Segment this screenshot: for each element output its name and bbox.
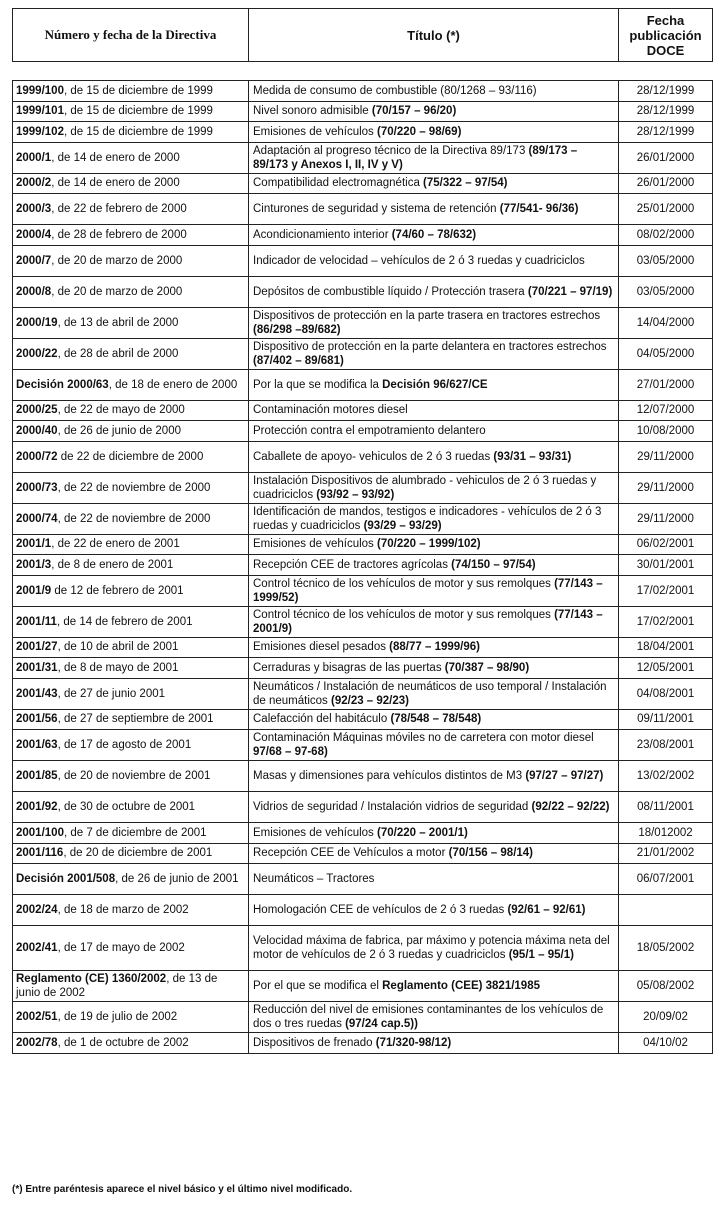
- header-date-line: DOCE: [646, 42, 685, 58]
- directive-id: Decisión 2001/508: [16, 873, 116, 885]
- directive-date-text: , de 8 de enero de 2001: [51, 558, 174, 571]
- directive-id: 2000/25: [16, 404, 58, 417]
- directive-title-cell: [249, 555, 619, 576]
- table-row: [13, 101, 713, 122]
- table-row: [13, 276, 713, 307]
- directive-number-cell: [13, 142, 249, 173]
- directive-number-cell: [13, 971, 249, 1002]
- directive-id: 2001/85: [16, 770, 58, 782]
- publication-date-cell: 06/07/2001: [619, 864, 713, 895]
- publication-date-cell: 17/02/2001: [619, 575, 713, 606]
- directive-id: 2001/1: [16, 538, 52, 551]
- table-row: [13, 421, 713, 442]
- table-row: [13, 637, 713, 658]
- directive-id: Reglamento (CE) 1360/2002: [16, 973, 167, 985]
- table-row: [13, 338, 713, 369]
- directive-date-text: , de 20 de marzo de 2000: [51, 285, 183, 298]
- directive-title-cell: [249, 678, 619, 709]
- directive-number-cell: [13, 400, 249, 421]
- directive-date-text: , de 18 de enero de 2000: [108, 378, 238, 391]
- directive-id: 2000/8: [16, 285, 52, 298]
- directive-id: 1999/102: [16, 125, 64, 138]
- directive-title-cell: [249, 1002, 619, 1033]
- directive-date-text: , de 22 de noviembre de 2000: [57, 512, 211, 525]
- table-row: [13, 534, 713, 555]
- directive-date-text: , de 10 de abril de 2001: [57, 641, 179, 654]
- directive-date-text: , de 22 de noviembre de 2000: [57, 481, 211, 494]
- directive-date-text: , de 15 de diciembre de 1999: [63, 84, 213, 97]
- directive-number-cell: [13, 276, 249, 307]
- publication-date-cell: 09/11/2001: [619, 709, 713, 730]
- publication-date-cell: 12/07/2000: [619, 400, 713, 421]
- directive-title-cell: [249, 709, 619, 730]
- directive-id: 1999/101: [16, 105, 64, 118]
- directive-id: 2002/78: [16, 1036, 58, 1049]
- title-text: Medida de consumo de combustible (80/1268 – 93/116): [253, 84, 537, 97]
- title-reference: (77/143 – 1999/52): [253, 577, 603, 604]
- publication-date-cell: 17/02/2001: [619, 606, 713, 637]
- table-row: [13, 307, 713, 338]
- publication-date-cell: 04/10/02: [619, 1033, 713, 1054]
- table-row: [13, 864, 713, 895]
- directive-date-text: , de 27 de junio 2001: [57, 687, 166, 700]
- table-row: [13, 730, 713, 761]
- title-reference: Reglamento (CEE) 3821/1985: [382, 980, 540, 992]
- table-row: [13, 555, 713, 576]
- directive-id: 2001/43: [16, 687, 58, 700]
- directive-id: 2001/56: [16, 713, 58, 726]
- table-row: [13, 81, 713, 102]
- publication-date-cell: 23/08/2001: [619, 730, 713, 761]
- title-reference: (70/221 – 97/19): [527, 285, 613, 298]
- title-text: Dispositivo de protección en la parte delantera en tractores estrechos: [253, 340, 607, 353]
- directive-title-cell: [249, 81, 619, 102]
- directive-number-cell: [13, 194, 249, 225]
- publication-date-cell: 29/11/2000: [619, 472, 713, 503]
- directive-id: 2001/11: [16, 615, 57, 628]
- directive-date-text: , de 17 de mayo de 2002: [57, 942, 185, 954]
- publication-date-cell: 30/01/2001: [619, 555, 713, 576]
- title-text: Contaminación Máquinas móviles no de carretera con motor diesel: [253, 732, 594, 744]
- title-text: Emisiones de vehículos: [253, 538, 378, 551]
- directive-id: 2002/51: [16, 1011, 58, 1023]
- directive-title-cell: [249, 122, 619, 143]
- publication-date-cell: 26/01/2000: [619, 142, 713, 173]
- table-row: [13, 709, 713, 730]
- table-row: [13, 173, 713, 194]
- directive-number-cell: [13, 245, 249, 276]
- table-row: [13, 122, 713, 143]
- directive-id: 2000/40: [16, 424, 58, 437]
- directive-title-cell: [249, 307, 619, 338]
- title-text: Cinturones de seguridad y sistema de retención: [253, 203, 500, 215]
- publication-date-cell: 05/08/2002: [619, 971, 713, 1002]
- title-reference: (70/387 – 98/90): [444, 661, 530, 674]
- directive-title-cell: [249, 400, 619, 421]
- header-directive: Número y fecha de la Directiva: [13, 9, 249, 62]
- title-reference: (77/143 – 2001/9): [253, 608, 603, 635]
- directive-number-cell: [13, 421, 249, 442]
- table-row: [13, 823, 713, 844]
- table-row: [13, 245, 713, 276]
- directive-number-cell: [13, 606, 249, 637]
- title-reference: (92/61 – 92/61): [507, 904, 586, 916]
- header-table: [12, 8, 713, 62]
- directive-title-cell: [249, 864, 619, 895]
- title-reference: (86/298 –89/682): [253, 323, 341, 336]
- directive-title-cell: [249, 761, 619, 792]
- title-text: Dispositivos de protección en la parte trasera en tractores estrechos: [253, 309, 601, 322]
- directive-title-cell: [249, 575, 619, 606]
- table-row: [13, 971, 713, 1002]
- publication-date-cell: 03/05/2000: [619, 245, 713, 276]
- directive-number-cell: [13, 575, 249, 606]
- title-reference: Decisión 96/627/CE: [382, 378, 488, 391]
- directive-title-cell: [249, 101, 619, 122]
- directive-date-text: , de 22 de mayo de 2000: [57, 404, 185, 417]
- directive-number-cell: [13, 503, 249, 534]
- directive-id: 2001/3: [16, 558, 52, 571]
- publication-date-cell: 26/01/2000: [619, 173, 713, 194]
- directive-id: 2001/63: [16, 739, 58, 751]
- directive-id: 2001/27: [16, 641, 58, 654]
- directive-id: 2000/1: [16, 151, 52, 164]
- publication-date-cell: 18/05/2002: [619, 926, 713, 971]
- directive-date-text: , de 27 de septiembre de 2001: [57, 713, 214, 726]
- table-row: [13, 1033, 713, 1054]
- publication-date-cell: 28/12/1999: [619, 81, 713, 102]
- table-row: [13, 225, 713, 246]
- directive-title-cell: [249, 534, 619, 555]
- directive-number-cell: [13, 658, 249, 679]
- directive-number-cell: [13, 534, 249, 555]
- header-date: [619, 9, 713, 62]
- title-text: Caballete de apoyo- vehiculos de 2 ó 3 ruedas: [253, 450, 494, 463]
- directive-date-text: , de 15 de diciembre de 1999: [63, 105, 213, 118]
- directive-title-cell: [249, 225, 619, 246]
- publication-date-cell: 08/02/2000: [619, 225, 713, 246]
- table-row: [13, 575, 713, 606]
- directive-date-text: , de 7 de diciembre de 2001: [63, 826, 207, 839]
- directive-number-cell: [13, 637, 249, 658]
- title-text: Depósitos de combustible líquido / Protección trasera: [253, 285, 528, 298]
- directive-id: 2002/41: [16, 942, 58, 954]
- table-row: [13, 926, 713, 971]
- table-row: [13, 658, 713, 679]
- title-text: Control técnico de los vehículos de motor y sus remolques: [253, 608, 555, 621]
- directive-number-cell: [13, 101, 249, 122]
- title-reference: (78/548 – 78/548): [390, 713, 482, 726]
- directive-date-text: , de 26 de junio de 2000: [57, 424, 181, 437]
- title-text: Identificación de mandos, testigos e indicadores - vehículos de 2 ó 3 ruedas y cuadriciclos: [253, 505, 602, 532]
- title-text: Cerraduras y bisagras de las puertas: [253, 661, 445, 674]
- directives-body: [13, 81, 713, 1054]
- directive-title-cell: [249, 730, 619, 761]
- directive-id: 2000/3: [16, 203, 52, 215]
- title-reference: (97/27 – 97/27): [525, 770, 604, 782]
- directive-id: 1999/100: [16, 84, 64, 97]
- directive-title-cell: [249, 245, 619, 276]
- directive-number-cell: [13, 792, 249, 823]
- header-title: Título (*): [249, 9, 619, 62]
- publication-date-cell: 10/08/2000: [619, 421, 713, 442]
- table-row: [13, 761, 713, 792]
- directive-number-cell: [13, 369, 249, 400]
- title-reference: (74/60 – 78/632): [391, 228, 477, 241]
- title-reference: (70/220 – 1999/102): [377, 538, 481, 551]
- publication-date-cell: 27/01/2000: [619, 369, 713, 400]
- directive-date-text: , de 8 de mayo de 2001: [57, 661, 179, 674]
- publication-date-cell: 06/02/2001: [619, 534, 713, 555]
- title-reference: 97/68 – 97-68): [253, 746, 328, 758]
- publication-date-cell: 04/05/2000: [619, 338, 713, 369]
- title-reference: (93/31 – 93/31): [493, 450, 572, 463]
- title-reference: (70/156 – 98/14): [448, 847, 534, 860]
- directive-title-cell: [249, 926, 619, 971]
- title-text: Neumáticos / Instalación de neumáticos de uso temporal / Instalación de neumáticos: [253, 680, 607, 707]
- directive-date-text: , de 20 de noviembre de 2001: [57, 770, 211, 782]
- title-reference: (71/320-98/12): [375, 1036, 452, 1049]
- directive-number-cell: [13, 441, 249, 472]
- header-date-line: Fecha: [646, 12, 685, 28]
- title-text: Masas y dimensiones para vehículos distintos de M3: [253, 770, 526, 782]
- directive-title-cell: [249, 338, 619, 369]
- title-text: Emisiones diesel pesados: [253, 641, 390, 654]
- directive-number-cell: [13, 1002, 249, 1033]
- directive-number-cell: [13, 761, 249, 792]
- directive-number-cell: [13, 1033, 249, 1054]
- title-reference: (74/150 – 97/54): [451, 558, 536, 571]
- title-text: Indicador de velocidad – vehículos de 2 ó 3 ruedas y cuadriciclos: [253, 254, 585, 267]
- title-text: Emisiones de vehículos: [253, 125, 378, 138]
- directive-number-cell: [13, 81, 249, 102]
- title-reference: (95/1 – 95/1): [508, 949, 574, 961]
- table-row: [13, 792, 713, 823]
- directive-id: 2001/31: [16, 661, 58, 674]
- title-text: Contaminación motores diesel: [253, 404, 408, 417]
- publication-date-cell: 18/012002: [619, 823, 713, 844]
- directive-id: 2000/73: [16, 481, 58, 494]
- table-row: [13, 895, 713, 926]
- directive-id: 2000/7: [16, 254, 52, 267]
- directive-date-text: , de 22 de enero de 2001: [51, 538, 180, 551]
- directive-number-cell: [13, 555, 249, 576]
- publication-date-cell: 28/12/1999: [619, 101, 713, 122]
- directive-date-text: , de 28 de febrero de 2000: [51, 228, 187, 241]
- publication-date-cell: 03/05/2000: [619, 276, 713, 307]
- title-text: Instalación Dispositivos de alumbrado - vehiculos de 2 ó 3 ruedas y cuadriciclos: [253, 474, 597, 501]
- title-text: Homologación CEE de vehículos de 2 ó 3 ruedas: [253, 904, 508, 916]
- title-text: Neumáticos – Tractores: [253, 873, 375, 885]
- directive-number-cell: [13, 843, 249, 864]
- title-text: Compatibilidad electromagnética: [253, 177, 424, 190]
- directive-title-cell: [249, 823, 619, 844]
- directive-number-cell: [13, 730, 249, 761]
- table-row: [13, 194, 713, 225]
- directive-id: Decisión 2000/63: [16, 378, 109, 391]
- directive-date-text: , de 20 de diciembre de 2001: [63, 847, 213, 860]
- directive-date-text: , de 1 de octubre de 2002: [57, 1036, 189, 1049]
- table-row: [13, 1002, 713, 1033]
- title-text: Calefacción del habitáculo: [253, 713, 391, 726]
- title-reference: (93/29 – 93/29): [363, 519, 442, 532]
- directive-number-cell: [13, 709, 249, 730]
- directive-number-cell: [13, 926, 249, 971]
- directive-date-text: , de 19 de julio de 2002: [57, 1011, 178, 1023]
- directive-title-cell: [249, 472, 619, 503]
- table-row: [13, 606, 713, 637]
- publication-date-cell: 13/02/2002: [619, 761, 713, 792]
- directive-number-cell: [13, 895, 249, 926]
- directive-date-text: , de 13 de junio de 2002: [16, 973, 218, 999]
- directive-date-text: , de 22 de febrero de 2000: [51, 203, 187, 215]
- directive-id: 2001/100: [16, 826, 64, 839]
- directive-title-cell: [249, 637, 619, 658]
- directive-title-cell: [249, 369, 619, 400]
- directive-id: 2000/74: [16, 512, 58, 525]
- directive-title-cell: [249, 843, 619, 864]
- title-text: Adaptación al progreso técnico de la Directiva 89/173: [253, 144, 529, 157]
- directive-date-text: , de 14 de febrero de 2001: [56, 615, 193, 628]
- title-text: Recepción CEE de tractores agrícolas: [253, 558, 452, 571]
- directives-table: [12, 80, 713, 1054]
- directive-date-text: , de 26 de junio de 2001: [115, 873, 239, 885]
- directive-title-cell: [249, 1033, 619, 1054]
- publication-date-cell: 14/04/2000: [619, 307, 713, 338]
- title-reference: (70/220 – 2001/1): [377, 826, 468, 839]
- directive-date-text: de 22 de diciembre de 2000: [57, 450, 204, 463]
- table-row: [13, 472, 713, 503]
- title-reference: (87/402 – 89/681): [253, 354, 344, 367]
- title-text: Emisiones de vehículos: [253, 826, 378, 839]
- title-text: Nivel sonoro admisible: [253, 105, 372, 118]
- directive-id: 2001/92: [16, 801, 58, 813]
- title-reference: (75/322 – 97/54): [423, 177, 508, 190]
- table-row: [13, 441, 713, 472]
- directive-id: 2002/24: [16, 904, 58, 916]
- directive-title-cell: [249, 194, 619, 225]
- directive-title-cell: [249, 895, 619, 926]
- title-text: Vidrios de seguridad / Instalación vidrios de seguridad: [253, 801, 532, 813]
- table-row: [13, 400, 713, 421]
- title-text: Acondicionamiento interior: [253, 228, 392, 241]
- publication-date-cell: 29/11/2000: [619, 441, 713, 472]
- directive-title-cell: [249, 971, 619, 1002]
- publication-date-cell: 18/04/2001: [619, 637, 713, 658]
- footnote: (*) Entre paréntesis aparece el nivel básico y el último nivel modificado.: [12, 1184, 353, 1195]
- directive-date-text: de 12 de febrero de 2001: [51, 584, 184, 597]
- publication-date-cell: 28/12/1999: [619, 122, 713, 143]
- directive-number-cell: [13, 307, 249, 338]
- directive-id: 2000/19: [16, 316, 58, 329]
- directive-number-cell: [13, 122, 249, 143]
- directive-id: 2000/72: [16, 450, 58, 463]
- title-reference: (92/22 – 92/22): [531, 801, 610, 813]
- publication-date-cell: [619, 895, 713, 926]
- directive-number-cell: [13, 338, 249, 369]
- directive-id: 2001/9: [16, 584, 52, 597]
- title-text: Dispositivos de frenado: [253, 1036, 376, 1049]
- directive-date-text: , de 20 de marzo de 2000: [51, 254, 183, 267]
- directive-id: 2000/22: [16, 347, 58, 360]
- directive-id: 2001/116: [16, 847, 64, 860]
- title-reference: (92/23 – 92/23): [331, 694, 410, 707]
- directive-number-cell: [13, 823, 249, 844]
- title-reference: (93/92 – 93/92): [316, 488, 395, 501]
- header-date-line: publicación: [629, 27, 702, 43]
- publication-date-cell: 04/08/2001: [619, 678, 713, 709]
- directive-number-cell: [13, 678, 249, 709]
- directive-number-cell: [13, 225, 249, 246]
- publication-date-cell: 20/09/02: [619, 1002, 713, 1033]
- title-text: Por el que se modifica el: [253, 980, 383, 992]
- title-reference: (70/157 – 96/20): [371, 105, 457, 118]
- directive-date-text: , de 13 de abril de 2000: [57, 316, 179, 329]
- title-text: Control técnico de los vehículos de motor y sus remolques: [253, 577, 555, 590]
- directive-id: 2000/4: [16, 228, 52, 241]
- directive-title-cell: [249, 421, 619, 442]
- directive-title-cell: [249, 173, 619, 194]
- directive-date-text: , de 14 de enero de 2000: [51, 177, 180, 190]
- directive-id: 2000/2: [16, 177, 52, 190]
- directive-date-text: , de 15 de diciembre de 1999: [63, 125, 213, 138]
- directive-date-text: , de 28 de abril de 2000: [57, 347, 179, 360]
- title-reference: (89/173 – 89/173 y Anexos I, II, IV y V): [253, 144, 578, 171]
- header-row: [13, 9, 713, 62]
- title-reference: (88/77 – 1999/96): [389, 641, 480, 654]
- table-row: [13, 503, 713, 534]
- table-row: [13, 369, 713, 400]
- title-text: Reducción del nivel de emisiones contaminantes de los vehículos de dos o tres ruedas: [253, 1004, 604, 1030]
- directive-number-cell: [13, 173, 249, 194]
- title-text: Velocidad máxima de fabrica, par máximo y potencia máxima neta del motor de vehículos de 2 ó 3 ruedas y cuadriciclos: [253, 935, 610, 961]
- publication-date-cell: 08/11/2001: [619, 792, 713, 823]
- publication-date-cell: 12/05/2001: [619, 658, 713, 679]
- directive-title-cell: [249, 503, 619, 534]
- title-reference: (77/541- 96/36): [499, 203, 579, 215]
- directive-title-cell: [249, 606, 619, 637]
- title-text: Protección contra el empotramiento delantero: [253, 424, 486, 437]
- directive-number-cell: [13, 864, 249, 895]
- table-row: [13, 843, 713, 864]
- publication-date-cell: 29/11/2000: [619, 503, 713, 534]
- title-reference: (97/24 cap.5)): [345, 1018, 418, 1030]
- title-text: Recepción CEE de Vehículos a motor: [253, 847, 449, 860]
- directive-date-text: , de 30 de octubre de 2001: [57, 801, 196, 813]
- directive-title-cell: [249, 441, 619, 472]
- directive-number-cell: [13, 472, 249, 503]
- directive-title-cell: [249, 658, 619, 679]
- directive-title-cell: [249, 142, 619, 173]
- publication-date-cell: 21/01/2002: [619, 843, 713, 864]
- directive-title-cell: [249, 276, 619, 307]
- title-text: Por la que se modifica la: [253, 378, 383, 391]
- table-row: [13, 142, 713, 173]
- directive-date-text: , de 17 de agosto de 2001: [57, 739, 192, 751]
- directive-title-cell: [249, 792, 619, 823]
- directive-date-text: , de 14 de enero de 2000: [51, 151, 180, 164]
- title-reference: (70/220 – 98/69): [377, 125, 462, 138]
- publication-date-cell: 25/01/2000: [619, 194, 713, 225]
- table-row: [13, 678, 713, 709]
- directive-date-text: , de 18 de marzo de 2002: [57, 904, 189, 916]
